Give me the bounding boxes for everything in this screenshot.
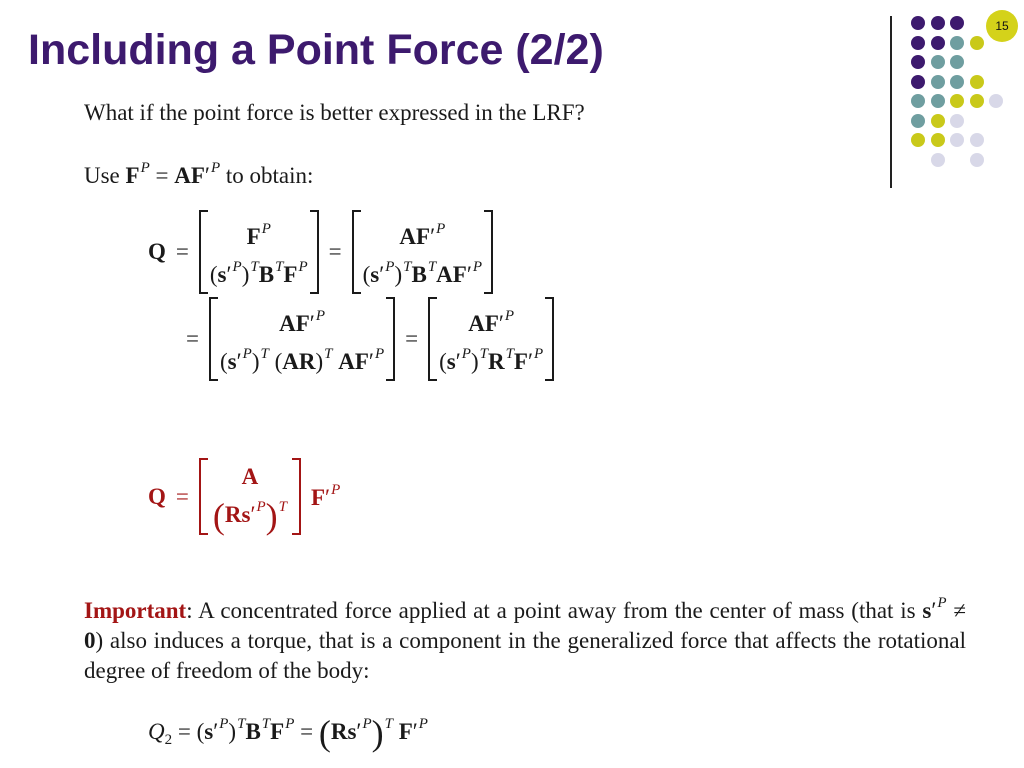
decorative-dot bbox=[911, 55, 925, 69]
page-number-badge: 15 bbox=[986, 10, 1018, 42]
important-label: Important bbox=[84, 598, 187, 623]
important-paragraph bbox=[84, 588, 966, 686]
equation-q-row2: = $AF'^P$ $(s'^P)^T$ (AR)$^T$ $AF'^P$ = $AF'^P$ $(s'^P)^TR^TF'^P$ bbox=[176, 297, 554, 381]
decorative-dot bbox=[931, 16, 945, 30]
decorative-dot bbox=[970, 153, 984, 167]
decorative-dot bbox=[950, 16, 964, 30]
decorative-dot bbox=[950, 36, 964, 50]
decorative-dot bbox=[950, 75, 964, 89]
decorative-dot bbox=[911, 75, 925, 89]
decorative-dot bbox=[911, 133, 925, 147]
decorative-dot bbox=[931, 36, 945, 50]
decorative-dot bbox=[931, 75, 945, 89]
decorative-dot bbox=[931, 133, 945, 147]
decorative-dot bbox=[931, 55, 945, 69]
matrix: $AF'^P$ $(s'^P)^T$ (AR)$^T$ $AF'^P$ bbox=[209, 297, 395, 381]
important-text-2: ) also induces a torque, that is a component in the generalized force that affects the rotational degree of freedom of the body: bbox=[84, 628, 966, 683]
page-title: Including a Point Force (2/2) bbox=[28, 26, 604, 74]
decorative-dot bbox=[911, 94, 925, 108]
decorative-dot bbox=[970, 75, 984, 89]
decorative-dot bbox=[911, 36, 925, 50]
matrix: $F^P$ $(s'^P)^TB^TF^P$ bbox=[199, 210, 319, 294]
decorative-dot bbox=[970, 94, 984, 108]
matrix: $AF'^P$ $(s'^P)^TR^TF'^P$ bbox=[428, 297, 554, 381]
decorative-dot bbox=[970, 36, 984, 50]
decorative-dot bbox=[950, 94, 964, 108]
decorative-dot bbox=[970, 133, 984, 147]
important-text-1: : A concentrated force applied at a point away from the center of mass (that is bbox=[186, 598, 916, 623]
decorative-dot bbox=[950, 114, 964, 128]
equation-q-row1: Q = $F^P$ $(s'^P)^TB^TF^P$ = $AF'^P$ $(s'^P)^TB^TAF'^P$ bbox=[148, 210, 493, 294]
equation-q-result: Q = A $(Rs'^P)^T$ $F'^P$ bbox=[148, 458, 340, 535]
decorative-dot bbox=[950, 55, 964, 69]
use-formula: $F^P = AF'^P$ bbox=[125, 160, 221, 188]
decorative-dot bbox=[911, 114, 925, 128]
decorative-dot bbox=[931, 94, 945, 108]
use-suffix: to obtain: bbox=[225, 163, 314, 188]
matrix: $AF'^P$ $(s'^P)^TB^TAF'^P$ bbox=[352, 210, 493, 294]
decorative-dot bbox=[950, 133, 964, 147]
divider-line bbox=[890, 16, 892, 188]
matrix: A $(Rs'^P)^T$ bbox=[199, 458, 301, 535]
use-statement bbox=[84, 160, 313, 189]
decorative-dot bbox=[989, 94, 1003, 108]
decorative-dot bbox=[911, 16, 925, 30]
inline-formula: $s'^P \ne 0$ bbox=[84, 595, 967, 653]
use-prefix: Use bbox=[84, 163, 120, 188]
question-text: What if the point force is better expressed in the LRF? bbox=[84, 100, 585, 125]
decorative-dot bbox=[931, 153, 945, 167]
equation-q2: $Q_2 = (s'^P)^TB^TF^P = (Rs'^P)^T$ $F'^P$ bbox=[148, 713, 428, 753]
decorative-dot bbox=[931, 114, 945, 128]
